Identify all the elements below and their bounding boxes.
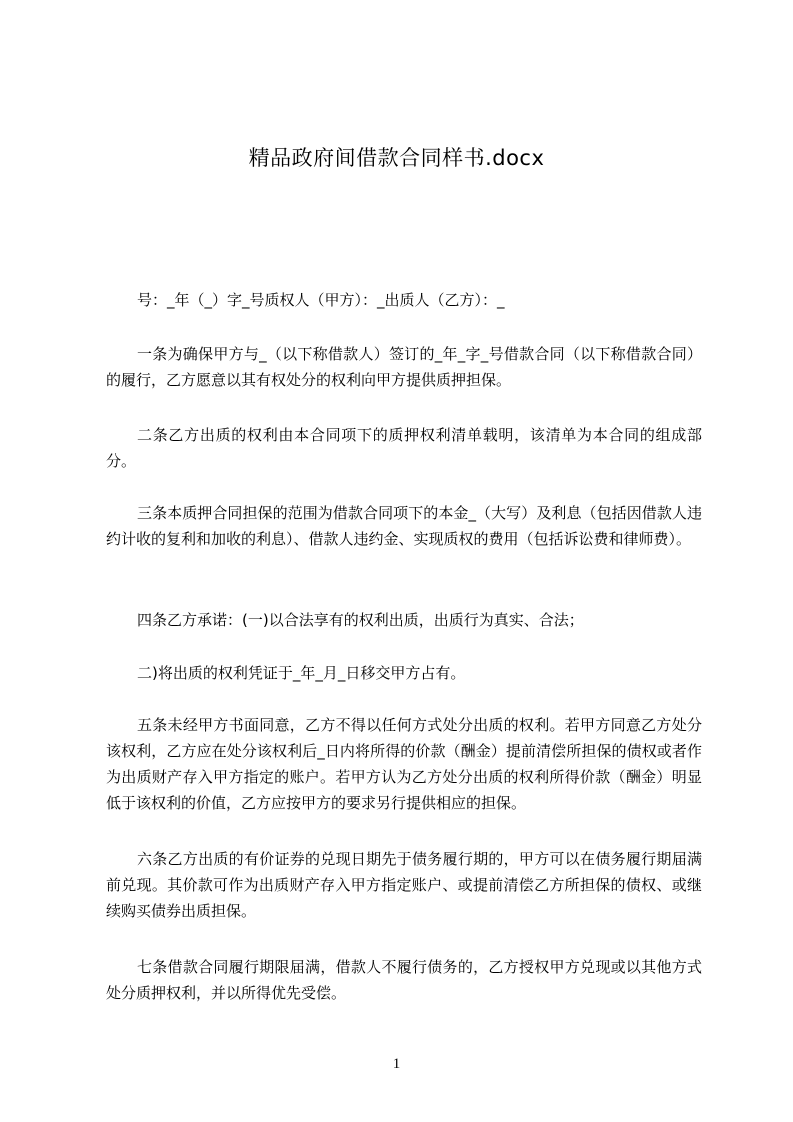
clause-3: 三条本质押合同担保的范围为借款合同项下的本金_（大写）及利息（包括因借款人违约计收的复利和加收的利息）、借款人违约金、实现质权的费用（包括诉讼费和律师费）。 (106, 504, 702, 548)
clause-4: 四条乙方承诺：(一)以合法享有的权利出质，出质行为真实、合法； (137, 611, 584, 629)
clause-2: 二条乙方出质的权利由本合同项下的质押权利清单载明，该清单为本合同的组成部分。 (106, 426, 702, 470)
page-number: 1 (392, 1056, 401, 1072)
clause-4-item-2: 二)将出质的权利凭证于_年_月_日移交甲方占有。 (137, 664, 466, 682)
contract-header-line: 号：_年（_）字_号质权人（甲方）：_出质人（乙方）：_ (137, 291, 505, 309)
clause-5: 五条未经甲方书面同意，乙方不得以任何方式处分出质的权利。若甲方同意乙方处分该权利，乙方应在处分该权利后_日内将所得的价款（酬金）提前清偿所担保的债权或者作为出质财产存入甲方指定的账户。若甲方认为乙方处分出质的权利所得价款（酬金）明显低于该权利的价值，乙方应按甲方的要求另行提供相应的担保。 (106, 716, 702, 812)
document-title: 精品政府间借款合同样书.docx (248, 146, 545, 170)
clause-7: 七条借款合同履行期限届满，借款人不履行债务的，乙方授权甲方兑现或以其他方式处分质押权利，并以所得优先受偿。 (106, 958, 702, 1002)
clause-1: 一条为确保甲方与_（以下称借款人）签订的_年_字_号借款合同（以下称借款合同）的履行，乙方愿意以其有权处分的权利向甲方提供质押担保。 (106, 345, 702, 389)
clause-6: 六条乙方出质的有价证券的兑现日期先于债务履行期的，甲方可以在债务履行期届满前兑现。其价款可作为出质财产存入甲方指定账户、或提前清偿乙方所担保的债权、或继续购买债券出质担保。 (106, 850, 702, 920)
